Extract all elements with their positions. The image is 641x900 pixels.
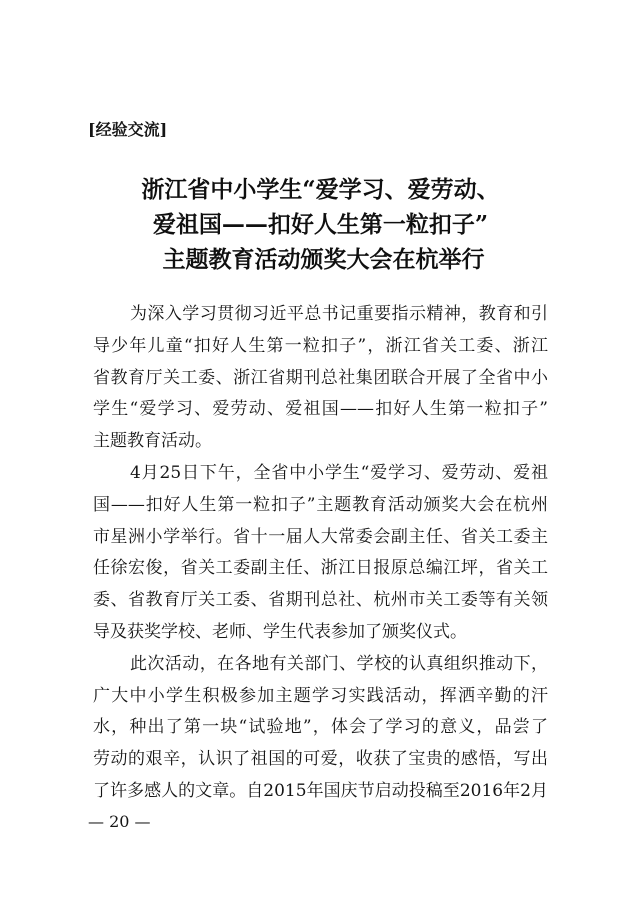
body-line: 4月25日下午，全省中小学生“爱学习、爱劳动、爱祖: [130, 462, 548, 483]
body-line: 主题教育活动。: [93, 431, 212, 452]
body-line: 水，种出了第一块“试验地”，体会了学习的意义，品尝了: [93, 717, 548, 738]
body-line: 委、省教育厅关工委、省期刊总社、杭州市关工委等有关领: [93, 590, 548, 611]
body-line: 任徐宏俊，省关工委副主任、浙江日报原总编江坪，省关工: [93, 558, 548, 579]
title-line: 爱祖国——扣好人生第一粒扣子”: [152, 211, 489, 238]
title-line: 主题教育活动颁奖大会在杭举行: [162, 246, 485, 273]
page-number: — 20 —: [88, 812, 151, 831]
title-line: 浙江省中小学生“爱学习、爱劳动、: [141, 176, 500, 203]
body-line: 省教育厅关工委、浙江省期刊总社集团联合开展了全省中小: [93, 367, 548, 388]
body-line: 了许多感人的文章。自2015年国庆节启动投稿至2016年2月: [93, 780, 548, 801]
body-line: 导及获奖学校、老师、学生代表参加了颁奖仪式。: [93, 621, 467, 642]
body-line: 为深入学习贯彻习近平总书记重要指示精神，教育和引: [130, 304, 548, 324]
article-title: [93, 172, 548, 277]
body-line: 学生“爱学习、爱劳动、爱祖国——扣好人生第一粒扣子”: [93, 399, 548, 420]
body-line: 此次活动，在各地有关部门、学校的认真组织推动下，: [130, 653, 548, 674]
body-line: 导少年儿童“扣好人生第一粒扣子”，浙江省关工委、浙江: [93, 335, 548, 356]
body-line: 广大中小学生积极参加主题学习实践活动，挥洒辛勤的汗: [93, 685, 548, 706]
section-label: [经验交流]: [88, 120, 168, 139]
body-line: 劳动的艰辛，认识了祖国的可爱，收获了宝贵的感悟，写出: [93, 749, 548, 770]
body-line: 国——扣好人生第一粒扣子”主题教育活动颁奖大会在杭州: [93, 494, 548, 515]
article-body: [93, 299, 548, 808]
body-line: 市星洲小学举行。省十一届人大常委会副主任、省关工委主: [93, 526, 548, 547]
